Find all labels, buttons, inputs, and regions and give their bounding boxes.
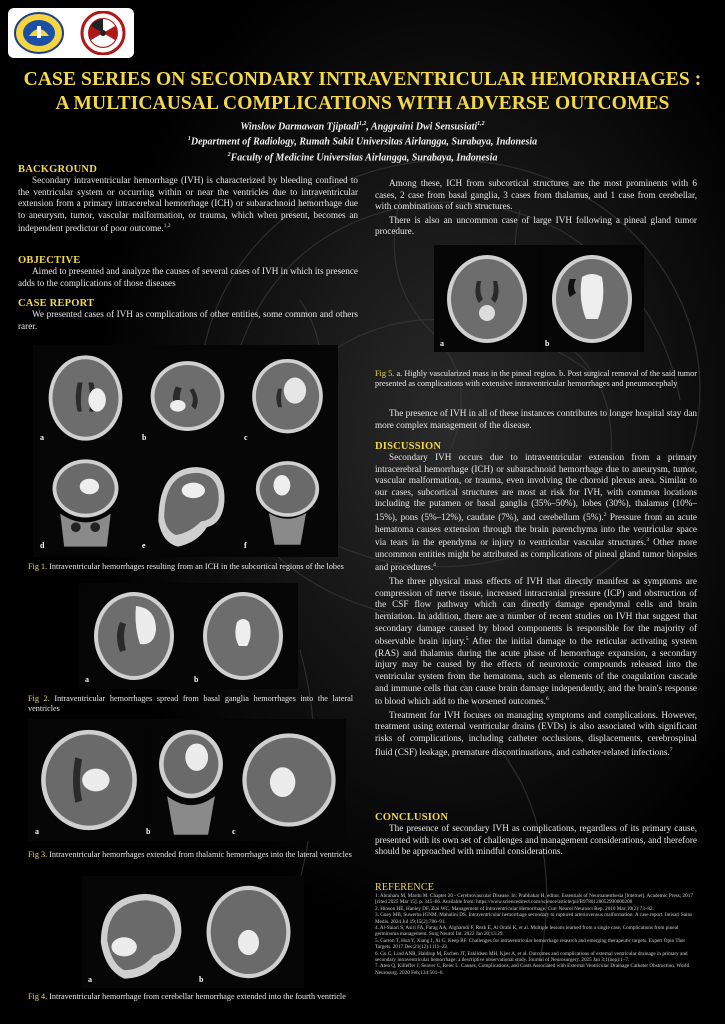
references-section [375, 882, 697, 976]
fig5-label-a: a [440, 339, 444, 348]
presence-section [375, 408, 697, 431]
discussion-paragraph-3: Treatment for IVH focuses on managing symptoms and complications. However, treatment using external ventricular drains (EVDs) is also associated with significant risks of complications, including catheter occlusions, displacements, cerebrospinal fluid (CSF) leakage, premature discontinuations, and catheter-related infections.$^7$ [375, 709, 697, 757]
background-text: Secondary intraventricular hemorrhage (IVH) is characterized by bleeding confined to the ventricular system or occurring within or near the ventricles due to intraventricular extension from a primary intracerebral hemorrhage (ICH) or subarachnoid hemorrhage due to aneurysm, tumor, vascular malformation, or trauma, which when present, becomes an independent predictor of poor outcome.$^{1,2}$ [18, 175, 358, 234]
fig1-label-d: d [40, 541, 45, 550]
poster-title [0, 68, 725, 116]
right-intro-paragraph-2: There is also an uncommon case of large IVH following a pineal gland tumor procedure. [375, 214, 697, 237]
ct-scan-4b [196, 879, 301, 985]
ct-scan-1b [139, 349, 236, 447]
authors-block [0, 118, 725, 164]
background-section [18, 164, 358, 235]
radiology-logo-icon [80, 11, 126, 55]
ct-scan-3b [151, 723, 231, 837]
figure-4-caption: Fig 4. Intraventricular hemorrhage from cerebellar hemorrhage extended into the fourth ventricle [28, 992, 346, 1001]
fig1-label-a: a [40, 433, 44, 442]
reference-item-7: 7. Aten Q, Killeffer J, Seaver C, Reier L. Causes, Complications, and Costs Associated with External Ventricular Drainage Catheter Obstruction. World Neurosurg. 2020 Feb;134:501–6. [375, 963, 690, 976]
affiliation-1: $^1$Department of Radiology, Rumah Sakit Universitas Airlangga, Surabaya, Indonesia [187, 136, 538, 148]
reference-item-1: 1. Abraham M, Mardu M. Chapter 20 - Cerebrovascular Disease. In: Prabhakar H, editor. Essentials of Neuroanesthesia [Internet]. Academic Press; 2017 [cited 2025 Mar 15]. p. 345–66. Available from: https://www.sciencedirect.com/science/article/pii/B9780128052990000208 [375, 893, 693, 906]
figure-5 [434, 245, 644, 352]
title-line-1: CASE SERIES ON SECONDARY INTRAVENTRICULAR HEMORRHAGES : [23, 69, 702, 90]
fig3-label-c: c [232, 827, 236, 836]
presence-text: The presence of IVH in all of these instances contributes to longer hospital stay dan more complex management of the disease. [375, 408, 697, 430]
reference-item-4: 4. Al-Saiari S, Asiri FA, Farag AA, Alghamdi F, Rezk E, Al Orabi K, et al. Multiple lessons learned from a single case: Complications from pineal germinoma management. Surg Neurol Int. 2022 Jan 20;13:29. [375, 925, 679, 938]
ct-scan-5b [542, 249, 642, 349]
references-heading: REFERENCE [375, 882, 435, 893]
fig1-label-f: f [244, 541, 247, 550]
fig2-label-a: a [85, 675, 89, 684]
university-logo-icon [14, 12, 64, 54]
ct-scan-2b [191, 586, 295, 686]
figure-2-caption: Fig 2. Intraventricular hemorrhages spread from basal ganglia hemorrhages into the lateral ventricles [28, 694, 353, 713]
fig4-label-b: b [199, 975, 204, 984]
ct-scan-4a [85, 879, 193, 985]
figure-1-caption: Fig 1. Intraventricular hemorrhages resulting from an ICH in the subcortical regions of the lobes [28, 562, 344, 571]
title-line-2: A MULTICAUSAL COMPLICATIONS WITH ADVERSE OUTCOMES [55, 93, 670, 114]
case-report-text: We presented cases of IVH as complications of other entities, some common and others rarer. [18, 309, 358, 331]
ct-scan-3a [32, 723, 146, 837]
fig5-label-b: b [545, 339, 550, 348]
conclusion-section [375, 812, 697, 858]
reference-item-6: 6. Gu C, Lind ANR, Haldrup M, Eschen JT, Eskildsen MH, Kjær A, et al. Outcomes and complications of external ventricular drainage in primary and secondary intraventricular hemorrhage: a descriptive observational study. Journal of Neurosurgery. 2025 Jan 3;1(aop):1–7. [375, 950, 688, 964]
fig3-label-a: a [35, 827, 39, 836]
right-intro-section [375, 178, 697, 238]
objective-section [18, 255, 358, 289]
right-intro-paragraph-1: Among these, ICH from subcortical structures are the most prominents with 6 cases, 2 case from basal ganglia, 3 cases from thalamus, and 1 case from cerebellar, with combinations of such structures. [375, 178, 697, 212]
ct-scan-1f [241, 451, 334, 553]
ct-scan-1e [139, 451, 236, 553]
figure-2 [78, 583, 298, 689]
fig3-label-b: b [146, 827, 151, 836]
discussion-heading: DISCUSSION [375, 441, 442, 452]
fig4-label-a: a [88, 975, 92, 984]
ct-scan-3c [236, 723, 342, 837]
case-report-heading: CASE REPORT [18, 298, 95, 309]
reference-item-2: 2. Hinson HE, Hanley DF, Ziai WC. Management of Intraventricular Hemorrhage. Curr Neurol Neurosci Rep. 2010 Mar;10(2):73–82. [375, 905, 654, 912]
discussion-paragraph-1: Secondary IVH occurs due to intraventricular extension from a primary intracerebral hemorrhage (ICH) or subarachnoid hemorrhage due to aneurysm, tumor, vascular malformation, or trauma, even involving the choroid plexus area. Similar to our cases, subcortical structures are most at risk for IVH, with common locations including the putamen or basal ganglia (35%–50%), lobes (30%), thalamus (10%–15%), pons (5%–12%), caudate (7%), and cerebellum (5%).$^2$ Pressure from an acute hematoma causes extension through the brain parenchyma into the ventricular space via tears in the ependyma or injury to ventricular vascular structures.$^3$ Other more uncommon entities might be attributed as complications of pineal gland tumor biopsies and procedures.$^4$ [375, 452, 697, 573]
ct-scan-1c [241, 349, 334, 447]
author-names: Winslow Darmawan Tjiptadi$^{1,2}$, Anggraini Dwi Sensusiati$^{1,2}$ [240, 121, 485, 133]
fig2-label-b: b [194, 675, 199, 684]
figure-3 [28, 719, 346, 841]
figure-5-caption: Fig 5. a. Highly vascularized mass in the pineal region. b. Post surgical removal of the said tumor presented as complications with extensive intraventricular hemorrhages and pneumocephaly [375, 369, 697, 388]
logo-panel [8, 8, 134, 58]
ct-scan-1a [37, 349, 134, 447]
discussion-section [375, 441, 697, 758]
conclusion-text: The presence of secondary IVH as complications, regardless of its primary cause, presented with its own set of challenges and management considerations, and therefore should be approached with mindful considerations. [375, 823, 697, 857]
reference-item-3: 3. Guey MB, Suwerba IGNM, Mahalini DS. Intraventricular hemorrhage secondary to ruptured arteriovenous malformation: A case report. Intisari Sains Medis. 2024 Jul 19;15(2):786–91. [375, 912, 693, 925]
ct-scan-5a [437, 249, 537, 349]
fig1-label-e: e [142, 541, 146, 550]
discussion-paragraph-2: The three physical mass effects of IVH that directly manifest as symptoms are compression of nerve tissue, increased intracranial pressure (ICP) and obstruction of the CSF flow pathway which can directly damage ependymal cells and brain herniation. In addition, there are a number of recent studies on IVH that suggest that secondary damage caused by blood components is responsible for the majority of observable brain injury.$^5$ After the initial damage to the reticular activating system (RAS) and thalamus during the acute phase of hemorrhage expansion, a secondary injury may be caused by the effects of neurotoxic compounds released into the ventricular system from the hematoma, such as elements of the coagulation cascade and immune cells that can cause brain damage independently, and the brain's response to blood which add to the worsened outcomes.$^6$ [375, 576, 697, 707]
affiliation-2: $^2$Faculty of Medicine Universitas Airlangga, Surabaya, Indonesia [227, 151, 498, 163]
figure-4 [82, 876, 304, 988]
figure-1 [33, 345, 338, 557]
conclusion-heading: CONCLUSION [375, 812, 449, 823]
fig1-label-b: b [142, 433, 147, 442]
objective-text: Aimed to presented and analyze the causes of several cases of IVH in which its presence adds to the complications of those diseases [18, 266, 358, 288]
background-heading: BACKGROUND [18, 164, 98, 175]
fig1-label-c: c [244, 433, 248, 442]
ct-scan-2a [82, 586, 186, 686]
figure-3-caption: Fig 3. Intraventricular hemorrhages extended from thalamic hemorrhages into the lateral ventricles [28, 850, 352, 859]
case-report-section [18, 298, 358, 332]
ct-scan-1d [37, 451, 134, 553]
objective-heading: OBJECTIVE [18, 255, 81, 266]
reference-item-5: 5. Garton T, Hua Y, Xiang J, Xi G, Keep RF. Challenges for intraventricular hemorrhage research and emerging therapeutic targets. Expert Opin Ther Targets. 2017 Dec;21(12):1111–22. [375, 937, 686, 951]
